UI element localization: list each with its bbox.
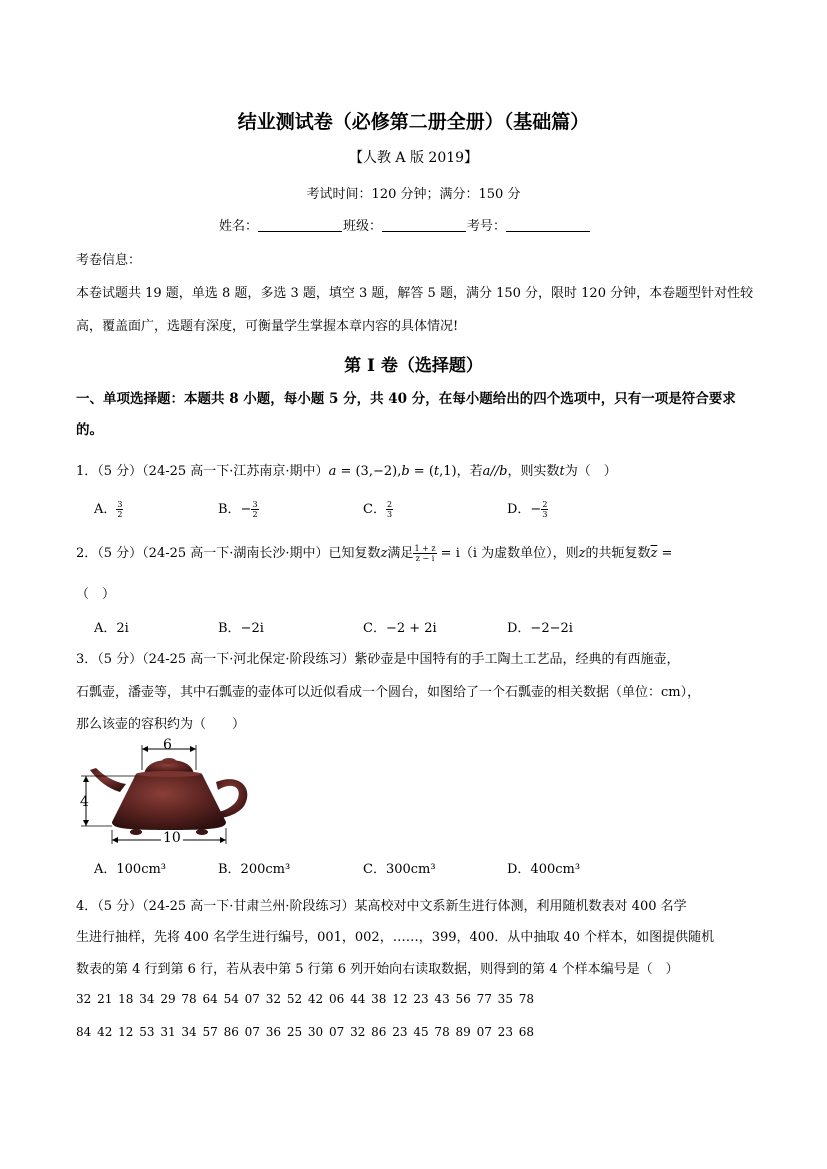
q1-option-a[interactable]: A． $\frac{3}{2}$ <box>94 500 123 519</box>
q2-var-z: z <box>380 546 388 561</box>
q2-option-a[interactable]: A．2i <box>94 621 129 636</box>
class-blank[interactable] <box>382 218 466 232</box>
q4-line-3: 数表的第 4 行到第 6 行，若从表中第 5 行第 6 列开始向右读取数据，则得到的第 4 个样本编号是（ ） <box>76 962 679 977</box>
q1-option-c[interactable]: C． $\frac{2}{3}$ <box>363 500 393 519</box>
q1-source: 1．（5 分）（24-25 高一下·江苏南京·期中） <box>76 464 329 479</box>
q3-line-2: 石瓢壶，潘壶等，其中石瓢壶的壶体可以近似看成一个圆台，如图给了一个石瓢壶的相关数据（单位：cm）， <box>76 685 701 700</box>
q4-line-1: 4．（5 分）（24-25 高一下·甘肃兰州·阶段练习）某高校对中文系新生进行体测，利用随机数表对 400 名学 <box>76 899 687 914</box>
q3-option-d[interactable]: D．400cm³ <box>507 862 581 877</box>
q3-option-b[interactable]: B．200cm³ <box>218 862 291 877</box>
section-heading: 一、单项选择题：本题共 8 小题，每小题 5 分，共 40 分，在每小题给出的四个选项中，只有一项是符合要求的。 <box>76 391 736 438</box>
q1-text-c: = ( <box>409 464 434 479</box>
student-info-row <box>219 215 591 234</box>
info-label: 考卷信息： <box>76 253 142 268</box>
q1-option-d[interactable]: D．− $\frac{2}{3}$ <box>507 500 548 519</box>
part1-title: 第 I 卷（选择题） <box>344 356 483 376</box>
random-table-row-1: 32 21 18 34 29 78 64 54 07 32 52 42 06 44 38 12 23 43 56 77 35 78 <box>76 992 535 1006</box>
question-2-stem <box>76 542 672 563</box>
q1-text-f: 为（ ） <box>564 464 617 479</box>
q1-vector-b: b <box>401 464 410 479</box>
q2-text-e: = <box>657 546 673 561</box>
q2-option-d[interactable]: D．−2−2i <box>507 621 573 636</box>
exam-timing: 考试时间：120 分钟；满分：150 分 <box>306 187 521 202</box>
random-table-row-2: 84 42 12 53 31 34 57 86 07 36 25 30 07 32 86 23 45 78 89 07 23 68 <box>76 1025 535 1039</box>
id-label: 考号： <box>467 219 507 234</box>
q2-option-c[interactable]: C．−2 + 2i <box>363 621 437 636</box>
q1-option-b[interactable]: B．− $\frac{3}{2}$ <box>218 500 258 519</box>
q2-text-b: 满足 <box>387 546 414 561</box>
q3-option-a[interactable]: A．100cm³ <box>94 862 167 877</box>
q2-answer-paren: （ ） <box>76 587 116 602</box>
q2-source: 2．（5 分）（24-25 高一下·湖南长沙·期中）已知复数 <box>76 546 381 561</box>
dim-bottom-label: 10 <box>163 830 181 846</box>
q2-fraction: $\frac{1 + z}{z - i}$ <box>414 544 436 563</box>
teapot-diagram <box>76 737 256 854</box>
q2-conjugate-z: $\overline{z}$ <box>650 546 658 561</box>
name-label: 姓名： <box>219 219 259 234</box>
q1-parallel: a//b <box>482 464 508 479</box>
q2-var-z-2: z <box>578 546 586 561</box>
q1-text-e: ，则实数 <box>507 464 560 479</box>
name-blank[interactable] <box>258 218 342 232</box>
q3-line-1: 3．（5 分）（24-25 高一下·河北保定·阶段练习）紫砂壶是中国特有的手工陶土工艺品，经典的有西施壶， <box>76 652 680 667</box>
edition-label: 【人教 A 版 2019】 <box>348 150 479 166</box>
q1-var-t: t <box>433 464 440 479</box>
q4-line-2: 生进行抽样，先将 400 名学生进行编号，001，002，……，399，400．从中抽取 40 个样本，如图提供随机 <box>76 930 715 945</box>
q3-option-c[interactable]: C．300cm³ <box>363 862 436 877</box>
question-1-stem <box>76 460 617 479</box>
q1-var-t-2: t <box>559 464 565 479</box>
q2-option-b[interactable]: B．−2i <box>218 621 264 636</box>
exam-title: 结业测试卷（必修第二册全册）（基础篇） <box>237 111 590 133</box>
dim-side-label: 4 <box>80 794 89 810</box>
id-blank[interactable] <box>506 218 590 232</box>
q2-text-d: 的共轭复数 <box>585 546 651 561</box>
q1-vector-a: a <box>328 464 337 479</box>
q1-text-b: = (3,−2), <box>336 464 402 479</box>
q2-text-c: = i（i 为虚数单位），则 <box>436 546 579 561</box>
q3-line-3: 那么该壶的容积约为（ ） <box>76 717 246 732</box>
q1-text-d: ,1)，若 <box>439 464 483 479</box>
info-text: 本卷试题共 19 题，单选 8 题，多选 3 题，填空 3 题，解答 5 题，满分 150 分，限时 120 分钟，本卷题型针对性较高，覆盖面广，选题有深度，可衡量学生掌握本章内容的具体情况! <box>76 286 754 334</box>
dim-top-label: 6 <box>163 737 172 753</box>
class-label: 班级： <box>343 219 383 234</box>
